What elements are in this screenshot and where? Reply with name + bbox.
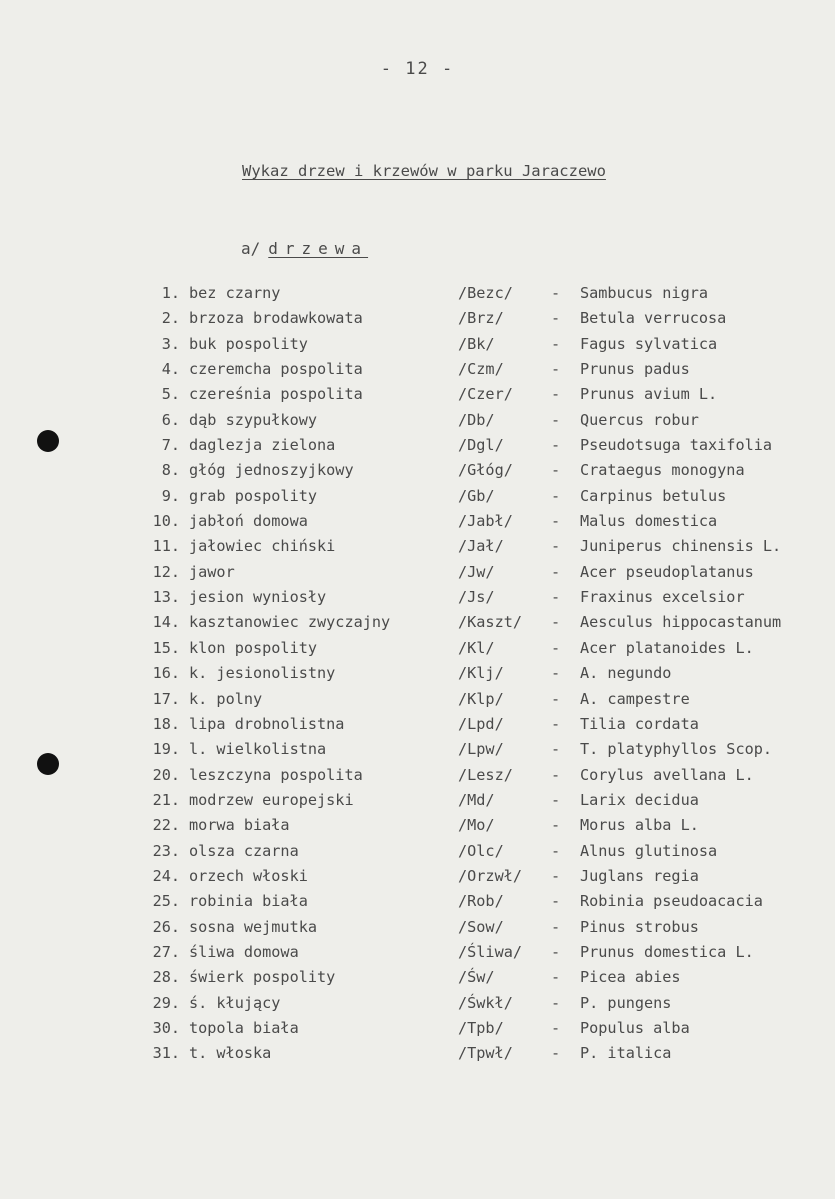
- latin-name: Prunus domestica L.: [580, 942, 754, 961]
- section-title: drzewa: [268, 239, 369, 258]
- latin-name: Crataegus monogyna: [580, 461, 745, 480]
- list-item: [0, 790, 835, 815]
- item-number: 28.: [152, 968, 180, 987]
- abbreviation: /Lesz/: [458, 765, 513, 784]
- polish-name: robinia biała: [189, 892, 308, 911]
- list-item: [0, 486, 835, 511]
- list-item: [0, 663, 835, 688]
- separator-dash: -: [551, 816, 561, 835]
- abbreviation: /Czm/: [458, 360, 504, 379]
- polish-name: jesion wyniosły: [189, 588, 327, 607]
- abbreviation: /Jw/: [458, 562, 495, 581]
- abbreviation: /Czer/: [458, 385, 513, 404]
- separator-dash: -: [551, 1018, 561, 1037]
- latin-name: Prunus avium L.: [580, 385, 718, 404]
- latin-name: A. negundo: [580, 664, 672, 683]
- polish-name: lipa drobnolistna: [189, 714, 345, 733]
- abbreviation: /Olc/: [458, 841, 504, 860]
- list-item: [0, 815, 835, 840]
- separator-dash: -: [551, 866, 561, 885]
- separator-dash: -: [551, 917, 561, 936]
- separator-dash: -: [551, 436, 561, 455]
- latin-name: Carpinus betulus: [580, 486, 727, 505]
- separator-dash: -: [551, 410, 561, 429]
- item-number: 24.: [152, 866, 180, 885]
- polish-name: orzech włoski: [189, 866, 308, 885]
- separator-dash: -: [551, 841, 561, 860]
- item-number: 6.: [161, 410, 180, 429]
- abbreviation: /Jał/: [458, 537, 504, 556]
- list-item: [0, 714, 835, 739]
- abbreviation: /Klj/: [458, 664, 504, 683]
- polish-name: jałowiec chiński: [189, 537, 336, 556]
- list-item: [0, 359, 835, 384]
- abbreviation: /Orzwł/: [458, 866, 523, 885]
- item-number: 15.: [152, 638, 180, 657]
- polish-name: t. włoska: [189, 1044, 272, 1063]
- abbreviation: /Gb/: [458, 486, 495, 505]
- polish-name: l. wielkolistna: [189, 740, 327, 759]
- separator-dash: -: [551, 1044, 561, 1063]
- separator-dash: -: [551, 334, 561, 353]
- item-number: 3.: [161, 334, 180, 353]
- polish-name: jabłoń domowa: [189, 512, 308, 531]
- abbreviation: /Tpb/: [458, 1018, 504, 1037]
- latin-name: Fraxinus excelsior: [580, 588, 745, 607]
- polish-name: modrzew europejski: [189, 790, 354, 809]
- separator-dash: -: [551, 360, 561, 379]
- latin-name: Pinus strobus: [580, 917, 699, 936]
- list-item: [0, 384, 835, 409]
- latin-name: Acer pseudoplatanus: [580, 562, 754, 581]
- polish-name: k. jesionolistny: [189, 664, 336, 683]
- polish-name: olsza czarna: [189, 841, 299, 860]
- latin-name: Populus alba: [580, 1018, 690, 1037]
- item-number: 25.: [152, 892, 180, 911]
- list-item: [0, 841, 835, 866]
- item-number: 20.: [152, 765, 180, 784]
- list-item: [0, 638, 835, 663]
- latin-name: Fagus sylvatica: [580, 334, 718, 353]
- item-number: 14.: [152, 613, 180, 632]
- polish-name: jawor: [189, 562, 235, 581]
- abbreviation: /Kl/: [458, 638, 495, 657]
- list-item: [0, 410, 835, 435]
- separator-dash: -: [551, 942, 561, 961]
- item-number: 27.: [152, 942, 180, 961]
- separator-dash: -: [551, 892, 561, 911]
- latin-name: Pseudotsuga taxifolia: [580, 436, 773, 455]
- latin-name: Aesculus hippocastanum: [580, 613, 782, 632]
- polish-name: brzoza brodawkowata: [189, 309, 363, 328]
- item-number: 21.: [152, 790, 180, 809]
- abbreviation: /Głóg/: [458, 461, 513, 480]
- list-item: [0, 917, 835, 942]
- item-number: 26.: [152, 917, 180, 936]
- separator-dash: -: [551, 968, 561, 987]
- item-number: 11.: [152, 537, 180, 556]
- polish-name: dąb szypułkowy: [189, 410, 318, 429]
- section-heading: [241, 239, 368, 258]
- section-prefix: a/: [241, 239, 261, 258]
- polish-name: topola biała: [189, 1018, 299, 1037]
- abbreviation: /Św/: [458, 968, 495, 987]
- item-number: 31.: [152, 1044, 180, 1063]
- abbreviation: /Brz/: [458, 309, 504, 328]
- latin-name: A. campestre: [580, 689, 690, 708]
- separator-dash: -: [551, 461, 561, 480]
- abbreviation: /Js/: [458, 588, 495, 607]
- list-item: [0, 765, 835, 790]
- polish-name: śliwa domowa: [189, 942, 299, 961]
- list-item: [0, 435, 835, 460]
- item-number: 10.: [152, 512, 180, 531]
- abbreviation: /Bezc/: [458, 284, 513, 302]
- list-item: [0, 587, 835, 612]
- item-number: 19.: [152, 740, 180, 759]
- list-item: [0, 1018, 835, 1043]
- item-number: 5.: [161, 385, 180, 404]
- abbreviation: /Sow/: [458, 917, 504, 936]
- abbreviation: /Md/: [458, 790, 495, 809]
- list-item: [0, 308, 835, 333]
- list-item: [0, 536, 835, 561]
- polish-name: morwa biała: [189, 816, 290, 835]
- abbreviation: /Bk/: [458, 334, 495, 353]
- separator-dash: -: [551, 588, 561, 607]
- polish-name: daglezja zielona: [189, 436, 336, 455]
- latin-name: Juglans regia: [580, 866, 699, 885]
- separator-dash: -: [551, 664, 561, 683]
- latin-name: Betula verrucosa: [580, 309, 727, 328]
- latin-name: P. pungens: [580, 993, 672, 1012]
- latin-name: Picea abies: [580, 968, 681, 987]
- separator-dash: -: [551, 486, 561, 505]
- abbreviation: /Lpd/: [458, 714, 504, 733]
- separator-dash: -: [551, 284, 561, 302]
- list-item: [0, 739, 835, 764]
- item-number: 30.: [152, 1018, 180, 1037]
- polish-name: głóg jednoszyjkowy: [189, 461, 354, 480]
- separator-dash: -: [551, 537, 561, 556]
- item-number: 2.: [161, 309, 180, 328]
- item-number: 8.: [161, 461, 180, 480]
- abbreviation: /Mo/: [458, 816, 495, 835]
- polish-name: ś. kłujący: [189, 993, 281, 1012]
- list-item: [0, 967, 835, 992]
- latin-name: Juniperus chinensis L.: [580, 537, 782, 556]
- item-number: 29.: [152, 993, 180, 1012]
- separator-dash: -: [551, 613, 561, 632]
- polish-name: sosna wejmutka: [189, 917, 318, 936]
- polish-name: kasztanowiec zwyczajny: [189, 613, 391, 632]
- separator-dash: -: [551, 765, 561, 784]
- document-title: Wykaz drzew i krzewów w parku Jaraczewo: [242, 162, 606, 180]
- list-item: [0, 866, 835, 891]
- list-item: [0, 612, 835, 637]
- list-item: [0, 993, 835, 1018]
- separator-dash: -: [551, 714, 561, 733]
- latin-name: Corylus avellana L.: [580, 765, 754, 784]
- item-number: 17.: [152, 689, 180, 708]
- polish-name: buk pospolity: [189, 334, 308, 353]
- polish-name: czereśnia pospolita: [189, 385, 363, 404]
- tree-list: [0, 283, 835, 1069]
- list-item: [0, 942, 835, 967]
- page-number: - 12 -: [380, 59, 455, 79]
- item-number: 12.: [152, 562, 180, 581]
- separator-dash: -: [551, 385, 561, 404]
- item-number: 4.: [161, 360, 180, 379]
- item-number: 7.: [161, 436, 180, 455]
- list-item: [0, 562, 835, 587]
- item-number: 1.: [161, 284, 180, 302]
- separator-dash: -: [551, 309, 561, 328]
- separator-dash: -: [551, 512, 561, 531]
- latin-name: Alnus glutinosa: [580, 841, 718, 860]
- polish-name: k. polny: [189, 689, 263, 708]
- separator-dash: -: [551, 993, 561, 1012]
- abbreviation: /Lpw/: [458, 740, 504, 759]
- list-item: [0, 689, 835, 714]
- abbreviation: /Śliwa/: [458, 942, 523, 961]
- list-item: [0, 460, 835, 485]
- polish-name: leszczyna pospolita: [189, 765, 363, 784]
- polish-name: świerk pospolity: [189, 968, 336, 987]
- latin-name: Acer platanoides L.: [580, 638, 754, 657]
- item-number: 18.: [152, 714, 180, 733]
- separator-dash: -: [551, 638, 561, 657]
- list-item: [0, 1043, 835, 1068]
- latin-name: Malus domestica: [580, 512, 718, 531]
- latin-name: Larix decidua: [580, 790, 699, 809]
- latin-name: T. platyphyllos Scop.: [580, 740, 773, 759]
- item-number: 9.: [161, 486, 180, 505]
- abbreviation: /Rob/: [458, 892, 504, 911]
- latin-name: Morus alba L.: [580, 816, 699, 835]
- polish-name: czeremcha pospolita: [189, 360, 363, 379]
- abbreviation: /Tpwł/: [458, 1044, 513, 1063]
- item-number: 23.: [152, 841, 180, 860]
- separator-dash: -: [551, 790, 561, 809]
- abbreviation: /Klp/: [458, 689, 504, 708]
- abbreviation: /Śwkł/: [458, 993, 513, 1012]
- list-item: [0, 891, 835, 916]
- separator-dash: -: [551, 740, 561, 759]
- latin-name: Prunus padus: [580, 360, 690, 379]
- item-number: 22.: [152, 816, 180, 835]
- separator-dash: -: [551, 562, 561, 581]
- latin-name: Quercus robur: [580, 410, 699, 429]
- latin-name: Robinia pseudoacacia: [580, 892, 763, 911]
- item-number: 16.: [152, 664, 180, 683]
- latin-name: P. italica: [580, 1044, 672, 1063]
- list-item: [0, 334, 835, 359]
- abbreviation: /Dgl/: [458, 436, 504, 455]
- polish-name: grab pospolity: [189, 486, 318, 505]
- latin-name: Tilia cordata: [580, 714, 699, 733]
- separator-dash: -: [551, 689, 561, 708]
- latin-name: Sambucus nigra: [580, 284, 709, 302]
- list-item: [0, 511, 835, 536]
- abbreviation: /Jabł/: [458, 512, 513, 531]
- abbreviation: /Kaszt/: [458, 613, 523, 632]
- polish-name: bez czarny: [189, 284, 281, 302]
- polish-name: klon pospolity: [189, 638, 318, 657]
- list-item: [0, 283, 835, 308]
- abbreviation: /Db/: [458, 410, 495, 429]
- item-number: 13.: [152, 588, 180, 607]
